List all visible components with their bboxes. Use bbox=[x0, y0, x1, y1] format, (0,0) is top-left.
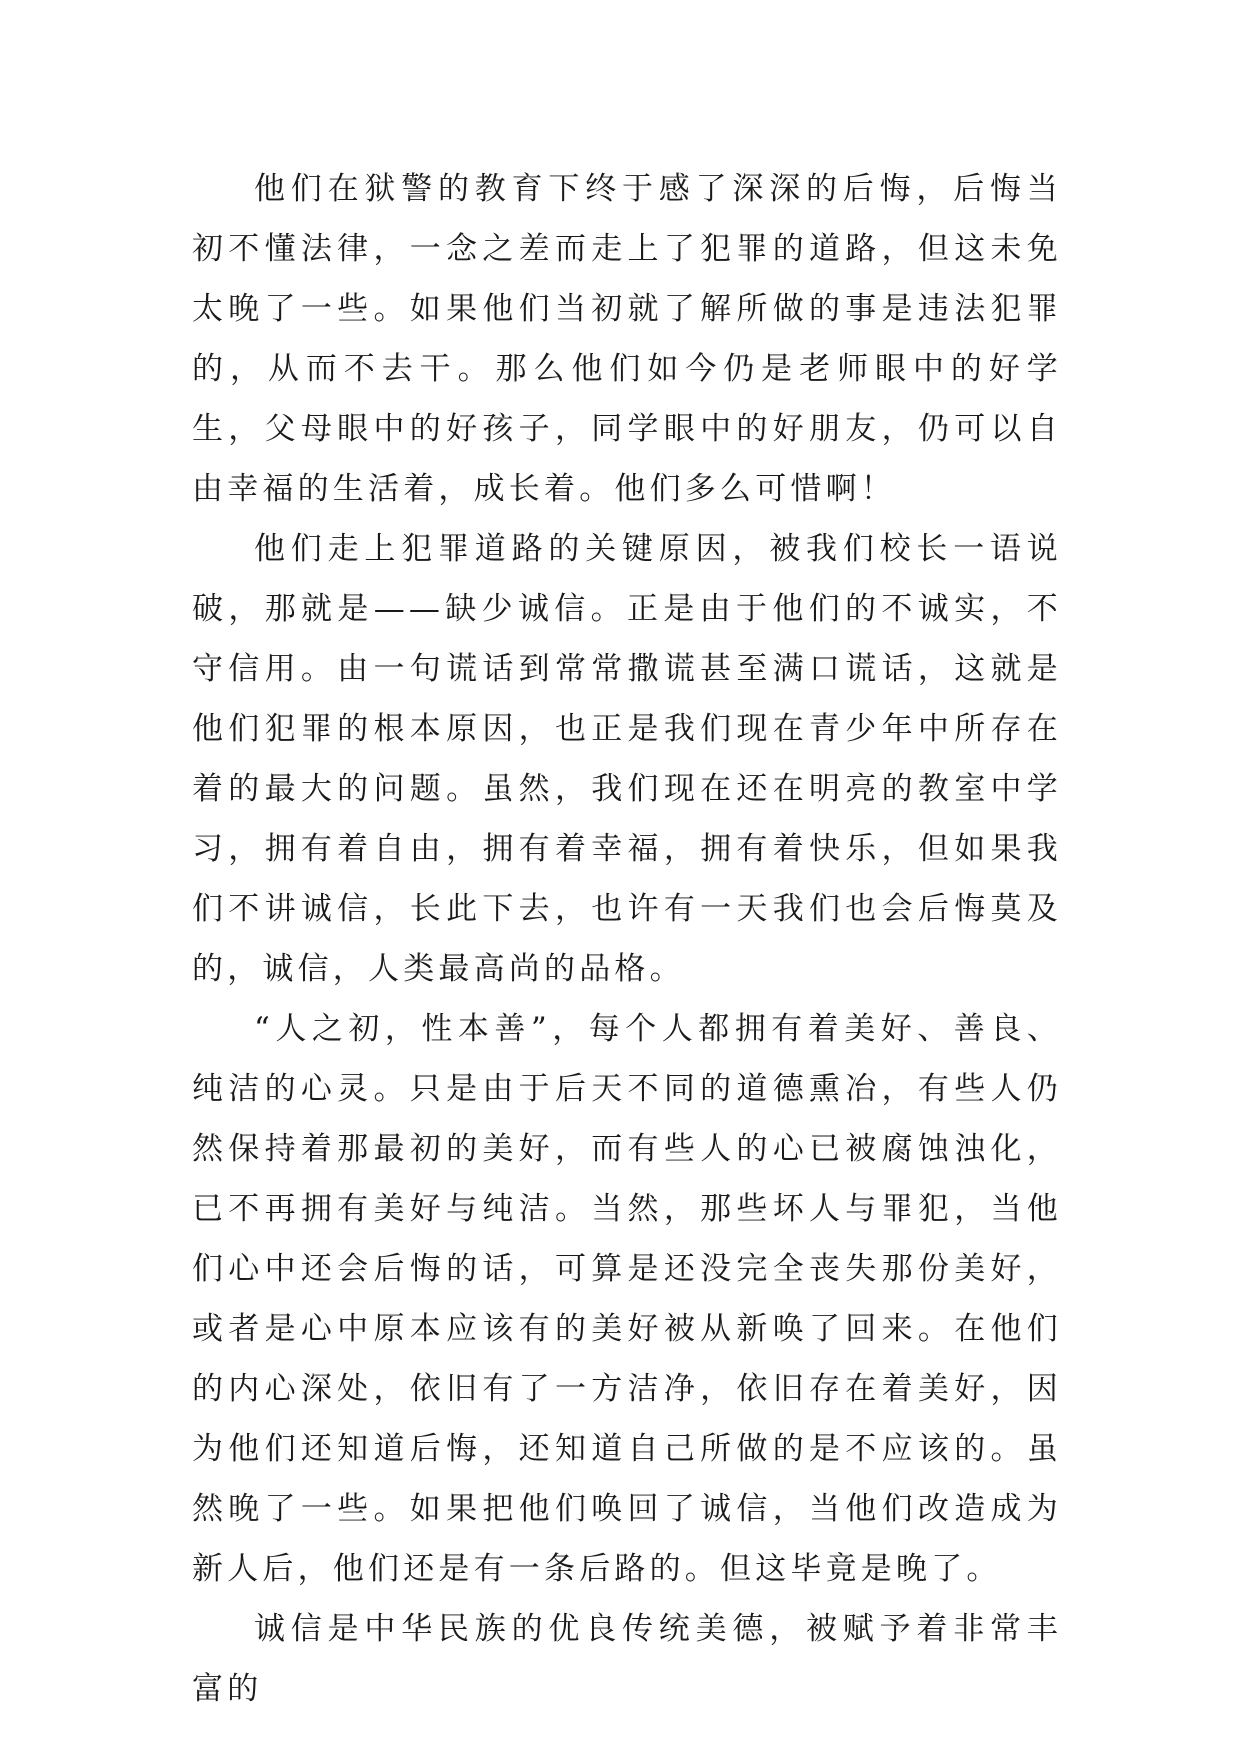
paragraph-1: 他们在狱警的教育下终于感了深深的后悔，后悔当初不懂法律，一念之差而走上了犯罪的道路，但这未免太晚了一些。如果他们当初就了解所做的事是违法犯罪的，从而不去干。那么他们如今仍是老师眼中的好学生，父母眼中的好孩子，同学眼中的好朋友，仍可以自由幸福的生活着，成长着。他们多么可惜啊！ bbox=[192, 171, 1062, 507]
paragraph-4: 诚信是中华民族的优良传统美德，被赋予着非常丰富的 bbox=[192, 1611, 1062, 1707]
paragraph-3: “人之初，性本善”，每个人都拥有着美好、善良、纯洁的心灵。只是由于后天不同的道德熏冶，有些人仍然保持着那最初的美好，而有些人的心已被腐蚀浊化，已不再拥有美好与纯洁。当然，那些坏人与罪犯，当他们心中还会后悔的话，可算是还没完全丧失那份美好，或者是心中原本应该有的美好被从新唤了回来。在他们的内心深处，依旧有了一方洁净，依旧存在着美好，因为他们还知道后悔，还知道自己所做的是不应该的。虽然晚了一些。如果把他们唤回了诚信，当他们改造成为新人后，他们还是有一条后路的。但这毕竟是晚了。 bbox=[192, 1011, 1062, 1587]
paragraph-2: 他们走上犯罪道路的关键原因，被我们校长一语说破，那就是——缺少诚信。正是由于他们的不诚实，不守信用。由一句谎话到常常撒谎甚至满口谎话，这就是他们犯罪的根本原因，也正是我们现在青少年中所存在着的最大的问题。虽然，我们现在还在明亮的教室中学习，拥有着自由，拥有着幸福，拥有着快乐，但如果我们不讲诚信，长此下去，也许有一天我们也会后悔莫及的，诚信，人类最高尚的品格。 bbox=[192, 531, 1062, 987]
document-body bbox=[192, 159, 1062, 1719]
